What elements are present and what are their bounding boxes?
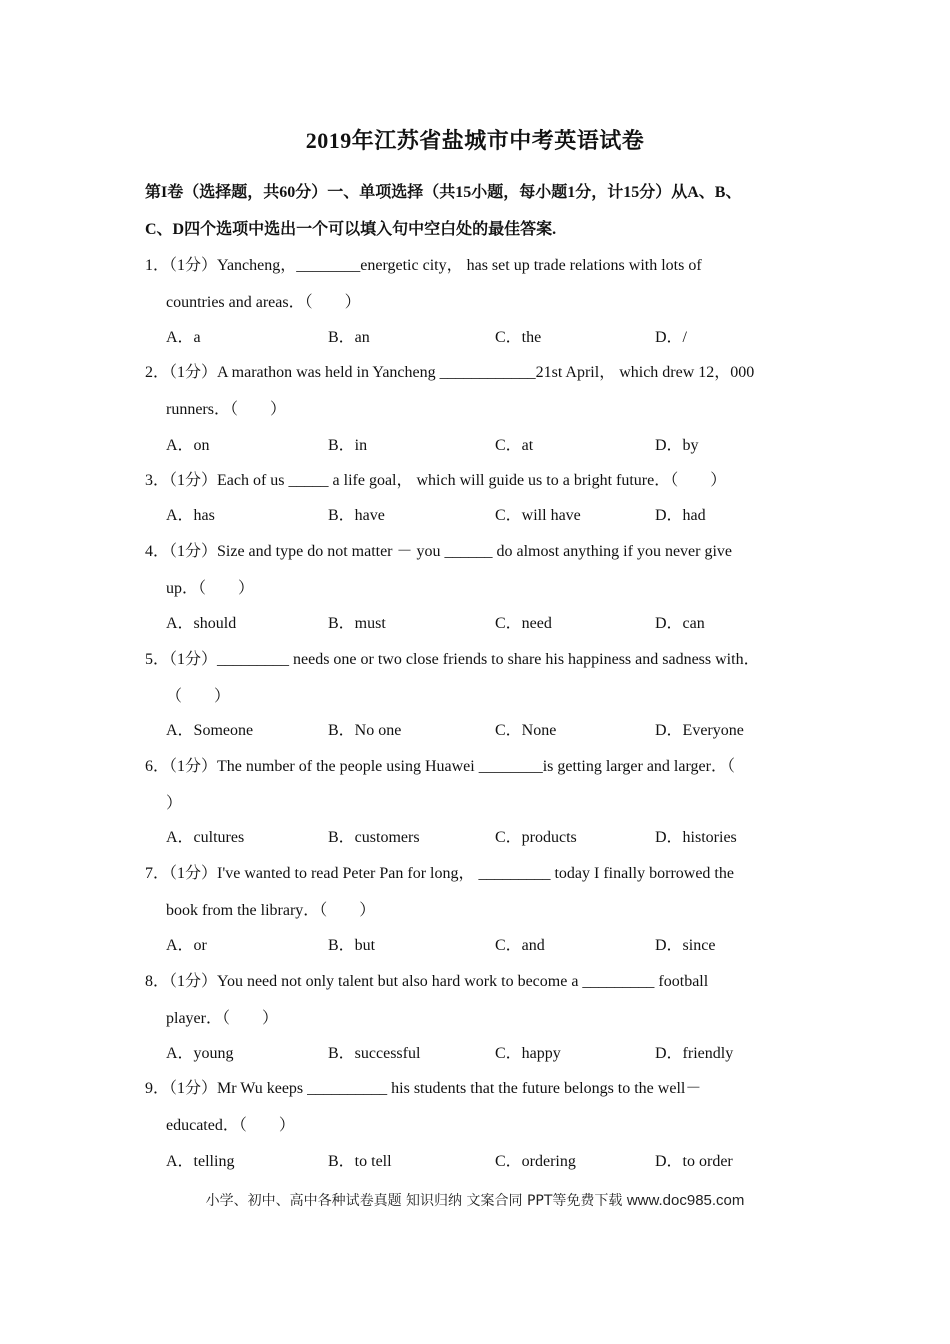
question-1-option-a: A．a	[166, 329, 201, 346]
section-heading-line-1: 第I卷（选择题，共60分）一、单项选择（共15小题，每小题1分，计15分）从A、B、	[145, 184, 742, 201]
question-2-option-a: A．on	[166, 437, 210, 454]
question-2-line-2: runners．（ ）	[166, 401, 286, 418]
question-8-option-a: A．young	[166, 1045, 234, 1062]
question-2-option-d: D．by	[655, 437, 699, 454]
question-5-line-1: 5．（1分）_________ needs one or two close friends to share his happiness and sadness with．	[145, 651, 760, 668]
question-8-line-1: 8．（1分）You need not only talent but also hard work to become a _________ football	[145, 973, 709, 990]
question-1-line-1: 1．（1分）Yancheng，________energetic city， has set up trade relations with lots of	[145, 257, 702, 274]
question-9-option-c: C．ordering	[495, 1153, 576, 1170]
question-7-option-a: A．or	[166, 937, 207, 954]
question-5-option-d: D．Everyone	[655, 722, 744, 739]
section-heading-line-2: C、D四个选项中选出一个可以填入句中空白处的最佳答案.	[145, 221, 557, 238]
question-7-line-2: book from the library．（ ）	[166, 902, 376, 919]
question-2-option-c: C．at	[495, 437, 534, 454]
question-4-line-2: up．（ ）	[166, 580, 255, 597]
question-3-options	[166, 506, 807, 528]
question-6-option-d: D．histories	[655, 829, 737, 846]
question-7-option-b: B．but	[328, 937, 376, 954]
footer	[0, 1190, 950, 1210]
question-5-option-b: B．No one	[328, 722, 402, 739]
question-9-option-d: D．to order	[655, 1153, 733, 1170]
question-4-option-d: D．can	[655, 615, 705, 632]
question-4-options	[166, 614, 807, 636]
question-8-options	[166, 1044, 807, 1066]
question-8-option-b: B．successful	[328, 1045, 421, 1062]
question-9-line-1: 9．（1分）Mr Wu keeps __________ his students that the future belongs to the well－	[145, 1080, 702, 1097]
question-7-option-d: D．since	[655, 937, 716, 954]
question-8-line-2: player．（ ）	[166, 1010, 278, 1027]
question-4-option-c: C．need	[495, 615, 552, 632]
question-1-option-d: D．/	[655, 329, 688, 346]
question-1-line-2: countries and areas．（ ）	[166, 294, 361, 311]
question-9-line-2: educated．（ ）	[166, 1117, 295, 1134]
question-6-option-c: C．products	[495, 829, 577, 846]
question-9-options	[166, 1152, 807, 1174]
question-5-line-2: （ ）	[166, 688, 231, 705]
question-5-options	[166, 721, 807, 743]
question-6-line-1: 6．（1分）The number of the people using Huawei ________is getting larger and larger．（	[145, 758, 735, 775]
question-6-option-b: B．customers	[328, 829, 420, 846]
question-3-option-a: A．has	[166, 507, 215, 524]
question-2-line-1: 2．（1分）A marathon was held in Yancheng ____________21st April， which drew 12，000	[145, 364, 755, 381]
question-5-option-a: A．Someone	[166, 722, 254, 739]
question-1-option-b: B．an	[328, 329, 370, 346]
question-1-options	[166, 328, 807, 350]
question-2-option-b: B．in	[328, 437, 368, 454]
page-title: 2019年江苏省盐城市中考英语试卷	[305, 128, 645, 153]
question-6-options	[166, 828, 807, 850]
question-4-option-a: A．should	[166, 615, 237, 632]
question-5-option-c: C．None	[495, 722, 557, 739]
question-6-option-a: A．cultures	[166, 829, 245, 846]
footer-url[interactable]: www.doc985.com	[626, 1192, 745, 1209]
question-2-options	[166, 436, 807, 458]
question-3-option-c: C．will have	[495, 507, 581, 524]
question-1-option-c: C．the	[495, 329, 542, 346]
question-4-option-b: B．must	[328, 615, 386, 632]
question-4-line-1: 4．（1分）Size and type do not matter － you ______ do almost anything if you never give	[145, 543, 733, 560]
question-7-options	[166, 936, 807, 958]
footer-text: 小学、初中、高中各种试卷真题 知识归纳 文案合同 PPT等免费下载	[205, 1193, 623, 1209]
question-9-option-a: A．telling	[166, 1153, 235, 1170]
question-3-line-1: 3．（1分）Each of us _____ a life goal， which will guide us to a bright future．（ ）	[145, 472, 727, 489]
question-6-line-2: ）	[166, 795, 183, 812]
question-7-option-c: C．and	[495, 937, 545, 954]
question-8-option-d: D．friendly	[655, 1045, 734, 1062]
question-3-option-b: B．have	[328, 507, 385, 524]
question-8-option-c: C．happy	[495, 1045, 561, 1062]
question-7-line-1: 7．（1分）I've wanted to read Peter Pan for long， _________ today I finally borrowed the	[145, 865, 734, 882]
question-3-option-d: D．had	[655, 507, 706, 524]
question-9-option-b: B．to tell	[328, 1153, 392, 1170]
